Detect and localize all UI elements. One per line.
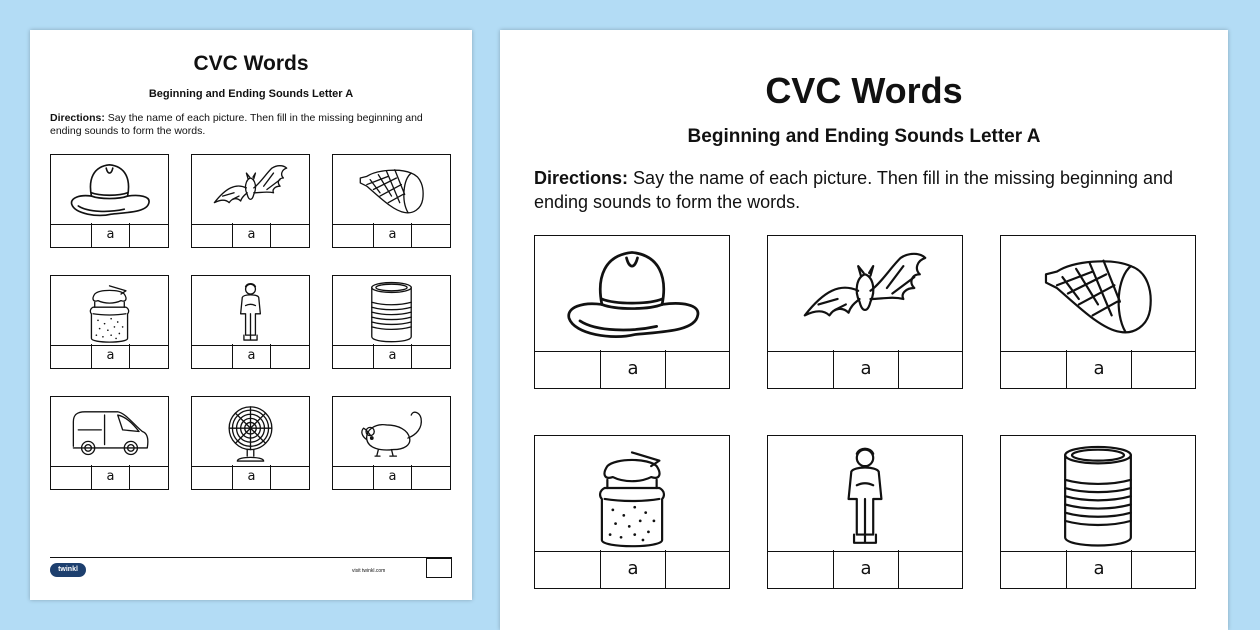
- beginning-sound-box[interactable]: [535, 550, 600, 588]
- word-card: [332, 154, 451, 248]
- page-title: CVC Words: [765, 70, 963, 111]
- badge-icon: [426, 558, 452, 578]
- picture-area: [333, 155, 450, 225]
- word-card: [767, 435, 963, 589]
- middle-letter-box: a: [373, 465, 413, 489]
- ending-sound-box[interactable]: [412, 223, 452, 247]
- middle-letter-box: a: [91, 223, 131, 247]
- ending-sound-box[interactable]: [1132, 550, 1197, 588]
- word-card: [50, 154, 169, 248]
- ending-sound-box[interactable]: [666, 550, 731, 588]
- picture-area: [51, 397, 168, 467]
- footer-divider: [50, 557, 452, 558]
- beginning-sound-box[interactable]: [51, 344, 91, 368]
- word-card: [767, 235, 963, 389]
- middle-letter-box: a: [833, 350, 898, 388]
- word-card: [191, 275, 310, 369]
- word-card: [50, 275, 169, 369]
- picture-area: [768, 236, 962, 352]
- middle-letter-box: a: [373, 344, 413, 368]
- jam-icon: [51, 276, 168, 345]
- picture-area: [768, 436, 962, 552]
- word-card: [534, 235, 730, 389]
- ending-sound-box[interactable]: [412, 344, 452, 368]
- bat-icon: [768, 236, 962, 351]
- picture-area: [192, 276, 309, 346]
- ending-sound-box[interactable]: [412, 465, 452, 489]
- middle-letter-box: a: [232, 223, 272, 247]
- middle-letter-box: a: [91, 465, 131, 489]
- middle-letter-box: a: [1066, 550, 1131, 588]
- page-subtitle: Beginning and Ending Sounds Letter A: [687, 126, 1041, 147]
- worksheet-preview-large: [500, 30, 1228, 630]
- word-card: [1000, 235, 1196, 389]
- man-icon: [192, 276, 309, 345]
- ending-sound-box[interactable]: [130, 344, 170, 368]
- directions: [534, 166, 1198, 214]
- word-card: [534, 435, 730, 589]
- page-subtitle: Beginning and Ending Sounds Letter A: [148, 88, 354, 100]
- beginning-sound-box[interactable]: [192, 465, 232, 489]
- ending-sound-box[interactable]: [271, 465, 311, 489]
- picture-area: [333, 276, 450, 346]
- middle-letter-box: a: [1066, 350, 1131, 388]
- beginning-sound-box[interactable]: [1001, 350, 1066, 388]
- picture-area: [1001, 236, 1195, 352]
- beginning-sound-box[interactable]: [333, 223, 373, 247]
- directions-text: Say the name of each picture. Then fill in the missing beginning and ending sounds to form the words.: [50, 112, 423, 137]
- ending-sound-box[interactable]: [130, 465, 170, 489]
- directions-label: Directions:: [534, 168, 629, 188]
- middle-letter-box: a: [91, 344, 131, 368]
- ending-sound-box[interactable]: [666, 350, 731, 388]
- word-card: [191, 154, 310, 248]
- picture-area: [333, 397, 450, 467]
- jam-icon: [535, 436, 729, 551]
- word-card: [332, 396, 451, 490]
- middle-letter-box: a: [600, 550, 665, 588]
- bat-icon: [192, 155, 309, 224]
- picture-area: [51, 155, 168, 225]
- picture-area: [51, 276, 168, 346]
- beginning-sound-box[interactable]: [333, 465, 373, 489]
- worksheet-preview-small: [30, 30, 472, 600]
- middle-letter-box: a: [232, 344, 272, 368]
- directions-label: Directions:: [50, 112, 105, 124]
- beginning-sound-box[interactable]: [333, 344, 373, 368]
- beginning-sound-box[interactable]: [192, 223, 232, 247]
- man-icon: [768, 436, 962, 551]
- fan-icon: [192, 397, 309, 466]
- ending-sound-box[interactable]: [271, 223, 311, 247]
- van-icon: [51, 397, 168, 466]
- beginning-sound-box[interactable]: [51, 223, 91, 247]
- picture-area: [535, 436, 729, 552]
- picture-area: [535, 236, 729, 352]
- ham-icon: [1001, 236, 1195, 351]
- beginning-sound-box[interactable]: [535, 350, 600, 388]
- word-card: [191, 396, 310, 490]
- page-title: CVC Words: [193, 52, 309, 75]
- beginning-sound-box[interactable]: [192, 344, 232, 368]
- word-card: [50, 396, 169, 490]
- beginning-sound-box[interactable]: [768, 350, 833, 388]
- rat-icon: [333, 397, 450, 466]
- middle-letter-box: a: [373, 223, 413, 247]
- picture-area: [192, 155, 309, 225]
- ending-sound-box[interactable]: [130, 223, 170, 247]
- ending-sound-box[interactable]: [271, 344, 311, 368]
- picture-area: [1001, 436, 1195, 552]
- beginning-sound-box[interactable]: [768, 550, 833, 588]
- ending-sound-box[interactable]: [899, 550, 964, 588]
- ending-sound-box[interactable]: [1132, 350, 1197, 388]
- middle-letter-box: a: [600, 350, 665, 388]
- footer-site: visit twinkl.com: [352, 568, 386, 574]
- word-card: [1000, 435, 1196, 589]
- word-card: [332, 275, 451, 369]
- can-icon: [1001, 436, 1195, 551]
- ham-icon: [333, 155, 450, 224]
- beginning-sound-box[interactable]: [1001, 550, 1066, 588]
- hat-icon: [51, 155, 168, 224]
- twinkl-logo: twinkl: [50, 563, 86, 577]
- directions-text: Say the name of each picture. Then fill in the missing beginning and ending sounds to form the words.: [534, 168, 1174, 212]
- can-icon: [333, 276, 450, 345]
- ending-sound-box[interactable]: [899, 350, 964, 388]
- middle-letter-box: a: [232, 465, 272, 489]
- middle-letter-box: a: [833, 550, 898, 588]
- hat-icon: [535, 236, 729, 351]
- beginning-sound-box[interactable]: [51, 465, 91, 489]
- picture-area: [192, 397, 309, 467]
- directions: [50, 112, 452, 138]
